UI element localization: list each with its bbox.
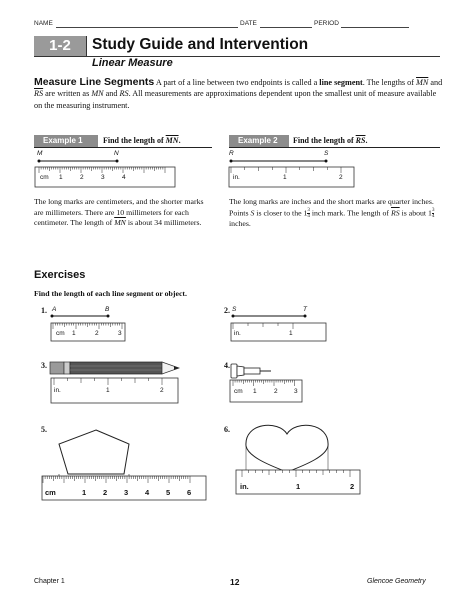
example-1-explanation: The long marks are centimeters, and the shorter marks are millimeters. There are 10 millimeters for each centimeter. The length of $\overline{MN}$ is about 34 millimeters. [34, 197, 204, 228]
question-6-number: 6. [224, 425, 230, 434]
banner-divider [86, 36, 87, 57]
length-mn: MN [91, 89, 104, 99]
intro-text: and [103, 89, 120, 99]
footer-book-title: Glencoe Geometry [367, 578, 426, 585]
example-2-task: Find the length of $\overline{RS}$. [293, 136, 368, 145]
ruler-tick-label: 2 [80, 174, 84, 181]
pencil-icon [50, 362, 179, 374]
label-r: R [229, 150, 234, 157]
ruler-tick-label: 1 [72, 330, 76, 337]
date-field-line[interactable] [260, 27, 312, 28]
push-pin-icon [231, 364, 271, 378]
question-5-number: 5. [41, 425, 47, 434]
lesson-subtitle: Linear Measure [92, 57, 173, 69]
segment-mn: $\overline{MN}$ [416, 78, 429, 87]
ruler-tick-label: 2 [160, 387, 164, 394]
ruler-tick-label: 3 [294, 388, 298, 395]
label-n: N [114, 150, 119, 157]
question-3-figure [48, 358, 188, 406]
heart-shape [246, 425, 328, 472]
ruler-cm [35, 167, 175, 187]
pentagon-shape [59, 430, 129, 474]
question-2-figure [230, 306, 330, 344]
point-m [38, 160, 41, 163]
intro-paragraph [34, 77, 444, 111]
ruler-inch [231, 323, 326, 341]
ruler-unit-cm: cm [45, 488, 56, 497]
intro-heading: Measure Line Segments [34, 76, 155, 88]
ruler-tick-label: 4 [122, 174, 126, 181]
ruler-unit-cm: cm [234, 388, 243, 395]
example-1-tab: Example 1 [34, 135, 98, 147]
point-r [230, 160, 233, 163]
ruler-tick-label: 3 [118, 330, 122, 337]
period-field-line[interactable] [341, 27, 409, 28]
exercises-title: Exercises [34, 269, 86, 281]
label-s: S [324, 150, 329, 157]
ruler-tick-label: 6 [187, 488, 192, 497]
ruler-tick-label: 1 [296, 482, 301, 491]
example-2-rule [229, 147, 440, 148]
ruler-tick-label: 1 [59, 174, 63, 181]
intro-text: . The lengths of [362, 78, 417, 87]
example-1-task: Find the length of $\overline{MN}$. [103, 136, 181, 145]
ruler-tick-label: 3 [124, 488, 129, 497]
ruler-unit-in: in. [234, 330, 241, 337]
footer-chapter: Chapter 1 [34, 578, 65, 585]
lesson-number: 1-2 [34, 36, 86, 56]
ruler-tick-label: 1 [82, 488, 87, 497]
question-1-number: 1. [41, 306, 47, 315]
period-label: PERIOD [314, 20, 339, 27]
segment-rs: $\overline{RS}$ [34, 89, 44, 99]
point-s [232, 315, 235, 318]
ruler-unit-cm: cm [40, 174, 49, 181]
example-2-explanation: The long marks are inches and the short marks are quarter inches. Points S is closer to the 1 $\frac{3}{4}$ inch mark. The length of $\overline{RS}$ is about 1 $\frac{3}{4}$ inches. [229, 197, 435, 228]
example-2-tab: Example 2 [229, 135, 289, 147]
example-1-rule [34, 147, 212, 148]
date-label: DATE [240, 20, 257, 27]
ruler-tick-label: 5 [166, 488, 171, 497]
ruler-tick-label: 1 [106, 387, 110, 394]
term-line-segment: line segment [319, 78, 363, 87]
ruler-inch [51, 378, 178, 403]
point-s [325, 160, 328, 163]
ruler-unit-in: in. [240, 482, 249, 491]
length-rs: RS [119, 89, 129, 99]
intro-text: . All measurements are approximations dependent upon the smallest unit of measure available on the measuring instrument. [34, 89, 437, 110]
ruler-tick-label: 3 [101, 174, 105, 181]
name-field-line[interactable] [56, 27, 238, 28]
intro-text: A part of a line between two endpoints is called a [154, 78, 320, 87]
ruler-tick-label: 2 [350, 482, 355, 491]
question-4-number: 4. [224, 361, 230, 370]
ruler-tick-label: 1 [253, 388, 257, 395]
point-a [51, 315, 54, 318]
label-a: A [52, 306, 57, 313]
exercises-instruction: Find the length of each line segment or object. [34, 289, 187, 298]
ruler-tick-label: 1 [289, 330, 293, 337]
label-t: T [303, 306, 307, 313]
ruler-tick-label: 2 [103, 488, 108, 497]
lesson-title: Study Guide and Intervention [92, 36, 309, 53]
ruler-inch [229, 167, 354, 187]
ruler-unit-cm: cm [56, 330, 65, 337]
name-label: NAME [34, 20, 53, 27]
point-b [107, 315, 110, 318]
point-n [116, 160, 119, 163]
point-t [304, 315, 307, 318]
ruler-unit-in: in. [233, 174, 240, 181]
ruler-tick-label: 2 [339, 174, 343, 181]
question-1-figure [50, 306, 130, 344]
label-b: B [105, 306, 110, 313]
question-2-number: 2. [224, 306, 230, 315]
label-m: M [37, 150, 43, 157]
ruler-tick-label: 1 [283, 174, 287, 181]
intro-text: and [428, 78, 443, 87]
footer-page-number: 12 [230, 577, 240, 587]
label-s: S [232, 306, 237, 313]
example-1-figure [34, 150, 214, 192]
example-2-figure [228, 150, 358, 192]
ruler-tick-label: 4 [145, 488, 150, 497]
question-3-number: 3. [41, 361, 47, 370]
ruler-tick-label: 2 [95, 330, 99, 337]
ruler-tick-label: 2 [274, 388, 278, 395]
question-4-figure [228, 356, 308, 406]
ruler-unit-in: in. [54, 387, 61, 394]
intro-text: are written as [43, 89, 92, 99]
